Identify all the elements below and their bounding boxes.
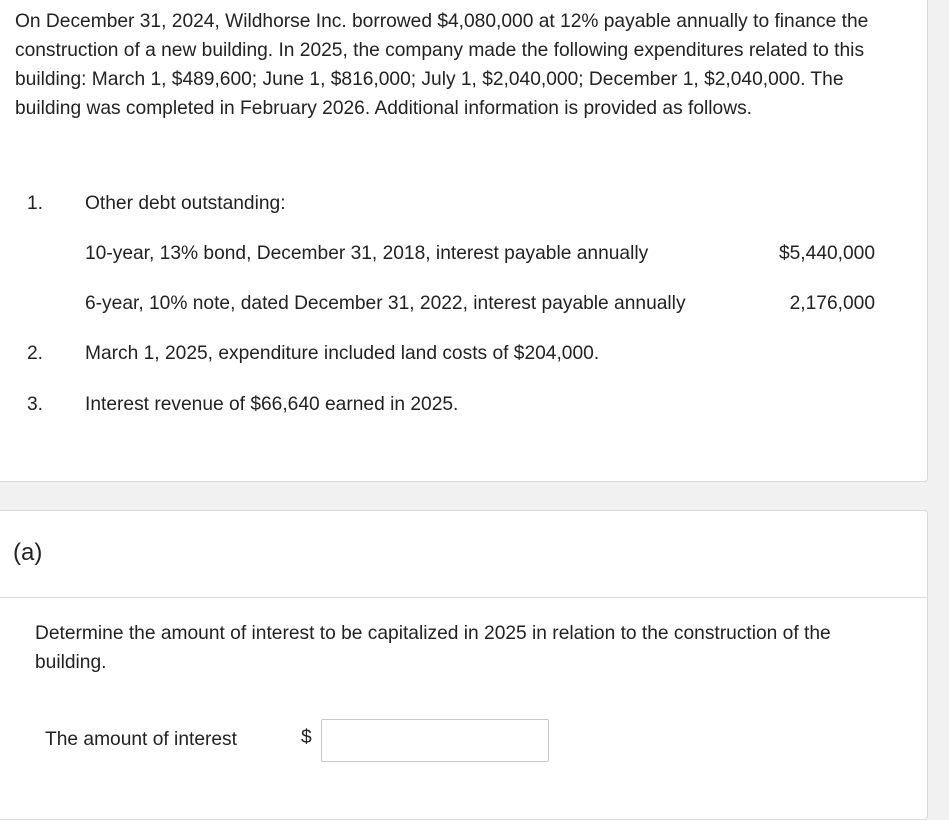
problem-intro: On December 31, 2024, Wildhorse Inc. borrowed $4,080,000 at 12% payable annually to finance the construction of a new building. In 2025, the company made the following expenditures related to this building: March 1, $489,600; June 1, $816,000; July 1, $2,040,000; December 1, $2,040,000. The building was completed in February 2026. Additional information is provided as follows. <box>15 11 869 119</box>
item-text-3: Interest revenue of $66,640 earned in 2025. <box>85 394 459 415</box>
question-text: Determine the amount of interest to be capitalized in 2025 in relation to the construction of the building. <box>35 623 831 673</box>
debt-note-amount: 2,176,000 <box>789 293 875 314</box>
item-number-3: 3. <box>26 394 43 415</box>
divider <box>0 597 927 598</box>
interest-amount-input[interactable] <box>321 719 549 762</box>
part-a-card <box>0 510 928 820</box>
item-number-2: 2. <box>26 343 43 364</box>
item-text-2: March 1, 2025, expenditure included land costs of $204,000. <box>85 343 600 364</box>
debt-bond-amount: $5,440,000 <box>778 243 875 264</box>
item-text-1: Other debt outstanding: <box>85 193 286 214</box>
debt-note-description: 6-year, 10% note, dated December 31, 2022, interest payable annually <box>85 293 686 314</box>
part-label: (a) <box>13 539 43 566</box>
debt-bond-description: 10-year, 13% bond, December 31, 2018, interest payable annually <box>85 243 649 264</box>
currency-symbol: $ <box>301 727 312 748</box>
item-number-1: 1. <box>26 193 43 214</box>
answer-label: The amount of interest <box>45 729 237 750</box>
